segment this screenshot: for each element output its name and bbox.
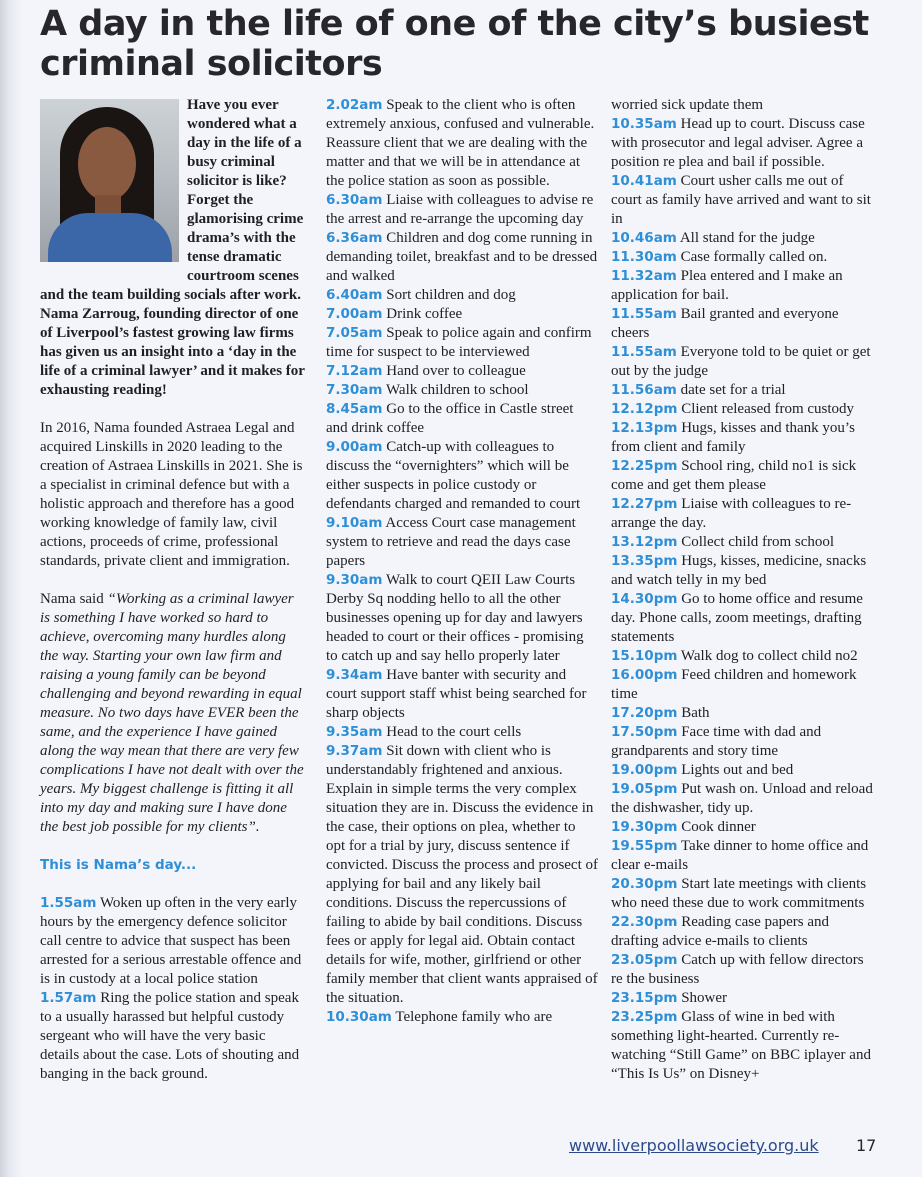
timeline-list-1 (40, 894, 306, 1084)
timeline-entry (611, 875, 877, 913)
entry-text: All stand for the judge (676, 230, 815, 246)
timeline-entry (326, 742, 598, 1008)
entry-time: 6.40am (326, 287, 383, 303)
entry-time: 20.30pm (611, 876, 678, 892)
timeline-entry (326, 666, 598, 723)
quote-text: “Working as a criminal lawyer is something I have worked so hard to achieve, overcoming many hurdles along the way. Starting your own law firm and raising a young family can be beyond challenging and beyond rewarding in equal measure. No two days have EVER been the same, and the experience I have gained along the way mean that there are very few complications I have not dealt with over the years. My biggest challenge is fitting it all into my day and making sure I have done the best job possible for my clients”. (40, 591, 304, 835)
entry-text: Reading case papers and drafting advice e-mails to clients (611, 914, 830, 949)
entry-time: 9.00am (326, 439, 383, 455)
timeline-entry (611, 229, 877, 248)
website-link[interactable]: www.liverpoollawsociety.org.uk (569, 1136, 819, 1155)
entry-time: 17.20pm (611, 705, 678, 721)
entry-text: Ring the police station and speak to a usually harassed but helpful custody sergeant who will have the very basic details about the case. Lots of shouting and banging in the back ground. (40, 990, 300, 1082)
entry-time: 12.13pm (611, 420, 678, 436)
timeline-entry (326, 571, 598, 666)
entry-text: Walk dog to collect child no2 (677, 648, 858, 664)
timeline-entry (611, 704, 877, 723)
entry-text: Put wash on. Unload and reload the dishwasher, tidy up. (611, 781, 873, 816)
timeline-entry (611, 837, 877, 875)
timeline-entry (611, 1008, 877, 1084)
timeline-list-3 (611, 115, 877, 1084)
column-3 (611, 96, 877, 1084)
entry-time: 7.05am (326, 325, 383, 341)
timeline-entry (326, 400, 598, 438)
entry-time: 16.00pm (611, 667, 678, 683)
timeline-entry (611, 761, 877, 780)
intro-paragraph: Have you ever wondered what a day in the life of a busy criminal solicitor is like? Forget the glamorising crime drama’s with the tense dramatic courtroom scenes and the team building socials after work. Nama Zarroug, founding director of one of Liverpool’s fastest growing law firms has given us an insight into a ‘day in the life of a criminal lawyer’ and it makes for exhausting reading! (40, 97, 305, 398)
timeline-entry (40, 894, 306, 989)
entry-text: Collect child from school (677, 534, 835, 550)
timeline-entry (611, 780, 877, 818)
entry-time: 10.30am (326, 1009, 392, 1025)
entry-time: 7.30am (326, 382, 383, 398)
timeline-entry (326, 191, 598, 229)
entry-text: Walk children to school (382, 382, 529, 398)
entry-time: 9.34am (326, 667, 383, 683)
entry-time: 10.41am (611, 173, 677, 189)
entry-time: 12.12pm (611, 401, 678, 417)
entry-time: 10.46am (611, 230, 677, 246)
entry-text: Telephone family who are (391, 1009, 553, 1025)
entry-text: Have banter with security and court support staff whist being searched for sharp objects (326, 667, 587, 721)
entry-time: 1.55am (40, 895, 97, 911)
article-title: A day in the life of one of the city’s busiest criminal solicitors (40, 4, 869, 84)
bio-paragraph: In 2016, Nama founded Astraea Legal and acquired Linskills in 2020 leading to the creation of Astraea Linskills in 2021. She is a specialist in criminal defence but with a holistic approach and therefore has a good working knowledge of family law, civil actions, proceeds of crime, professional standards, private client and immigration. (40, 420, 303, 569)
entry-time: 9.10am (326, 515, 383, 531)
entry-time: 8.45am (326, 401, 383, 417)
entry-text: Bath (677, 705, 710, 721)
timeline-entry (326, 286, 598, 305)
timeline-entry (326, 438, 598, 514)
entry-text: Hugs, kisses, medicine, snacks and watch telly in my bed (611, 553, 867, 588)
timeline-entry (611, 590, 877, 647)
entry-time: 11.32am (611, 268, 677, 284)
entry-text: Catch up with fellow directors re the business (611, 952, 864, 987)
timeline-entry (611, 248, 877, 267)
entry-text: date set for a trial (676, 382, 786, 398)
entry-time: 13.35pm (611, 553, 678, 569)
entry-time: 19.55pm (611, 838, 678, 854)
timeline-entry (326, 362, 598, 381)
entry-time: 15.10pm (611, 648, 678, 664)
entry-text: Head up to court. Discuss case with prosecutor and legal adviser. Agree a position re plea and bail if possible. (611, 116, 865, 170)
timeline-list-2 (326, 96, 598, 1027)
entry-text: Feed children and homework time (611, 667, 857, 702)
quote-lead: Nama said (40, 591, 108, 607)
timeline-entry (326, 96, 598, 191)
entry-text: Sit down with client who is understandably frightened and anxious. Explain in simple terms the very complex situation they are in. Discuss the evidence in the case, their options on plea, whether to opt for a trial by jury, discuss sentence if convicted. Discuss the process and prosect of applying for bail and any likely bail conditions. Discuss the repercussions of failing to abide by bail conditions. Discuss fees or apply for legal aid. Obtain contact details for wife, mother, girlfriend or other family member that client wants appraised of the situation. (326, 743, 599, 1006)
entry-text: Glass of wine in bed with something light-hearted. Currently re-watching “Still Game” on BBC iplayer and “This Is Us” on Disney+ (611, 1009, 871, 1082)
entry-time: 10.35am (611, 116, 677, 132)
entry-text: Plea entered and I make an application for bail. (611, 268, 843, 303)
entry-text: Start late meetings with clients who need these due to work commitments (611, 876, 867, 911)
entry-time: 11.55am (611, 306, 677, 322)
entry-text: Walk to court QEII Law Courts Derby Sq nodding hello to all the other businesses opening up for day and lawyers headed to court or their offices - promising to catch up and say hello properly later (326, 572, 584, 664)
entry-text: Drink coffee (382, 306, 463, 322)
entry-text: Hand over to colleague (382, 363, 526, 379)
timeline-entry (326, 305, 598, 324)
entry-text: Cook dinner (677, 819, 756, 835)
entry-text: Go to home office and resume day. Phone calls, zoom meetings, drafting statements (611, 591, 863, 645)
entry-text: Bail granted and everyone cheers (611, 306, 839, 341)
entry-time: 14.30pm (611, 591, 678, 607)
entry-time: 11.30am (611, 249, 677, 265)
timeline-entry (611, 951, 877, 989)
timeline-entry (611, 419, 877, 457)
timeline-entry (611, 343, 877, 381)
entry-text: Speak to police again and confirm time for suspect to be interviewed (326, 325, 592, 360)
entry-time: 11.55am (611, 344, 677, 360)
entry-text: Client released from custody (677, 401, 855, 417)
entry-time: 1.57am (40, 990, 97, 1006)
day-subheading: This is Nama’s day... (40, 857, 197, 873)
entry-time: 23.05pm (611, 952, 678, 968)
entry-time: 23.15pm (611, 990, 678, 1006)
entry-time: 6.30am (326, 192, 383, 208)
entry-text: Catch-up with colleagues to discuss the “overnighters” which will be either suspects in police custody or defendants charged and remanded to court (326, 439, 581, 512)
column-1 (40, 96, 306, 1084)
timeline-entry (611, 400, 877, 419)
entry-text: Face time with dad and grandparents and story time (611, 724, 822, 759)
entry-text: Speak to the client who is often extremely anxious, confused and vulnerable. Reassure client that we are dealing with the matter and that we will be in attendance at the police station as soon as possible. (326, 97, 595, 189)
timeline-entry (611, 818, 877, 837)
entry-text: Hugs, kisses and thank you’s from client and family (611, 420, 855, 455)
entry-text: Take dinner to home office and clear e-mails (611, 838, 869, 873)
entry-time: 7.12am (326, 363, 383, 379)
entry-text: School ring, child no1 is sick come and get them please (611, 458, 857, 493)
entry-text: Woken up often in the very early hours by the emergency defence solicitor call centre to advice that suspect has been arrested for a serious arrestable offence and is in custody at a local police station (40, 895, 302, 987)
entry-text: Sort children and dog (382, 287, 516, 303)
entry-time: 17.50pm (611, 724, 678, 740)
entry-text: Children and dog come running in demanding toilet, breakfast and to be dressed and walked (326, 230, 598, 284)
timeline-entry (611, 666, 877, 704)
timeline-entry (40, 989, 306, 1084)
timeline-continuation: worried sick update them (611, 97, 764, 113)
entry-time: 19.30pm (611, 819, 678, 835)
entry-text: Shower (677, 990, 728, 1006)
entry-time: 11.56am (611, 382, 677, 398)
entry-text: Case formally called on. (676, 249, 828, 265)
entry-time: 13.12pm (611, 534, 678, 550)
timeline-entry (326, 381, 598, 400)
timeline-entry (611, 723, 877, 761)
entry-time: 12.25pm (611, 458, 678, 474)
entry-time: 6.36am (326, 230, 383, 246)
timeline-entry (611, 172, 877, 229)
timeline-entry (611, 913, 877, 951)
entry-time: 12.27pm (611, 496, 678, 512)
entry-text: Liaise with colleagues to advise re the arrest and re-arrange the upcoming day (326, 192, 594, 227)
timeline-entry (611, 495, 877, 533)
timeline-entry (611, 305, 877, 343)
timeline-entry (611, 115, 877, 172)
entry-time: 9.30am (326, 572, 383, 588)
column-2 (326, 96, 598, 1027)
timeline-entry (326, 723, 598, 742)
entry-time: 22.30pm (611, 914, 678, 930)
entry-time: 9.37am (326, 743, 383, 759)
entry-time: 9.35am (326, 724, 383, 740)
page-number: 17 (856, 1136, 877, 1155)
entry-time: 23.25pm (611, 1009, 678, 1025)
entry-text: Court usher calls me out of court as family have arrived and want to sit in (611, 173, 871, 227)
timeline-entry (611, 989, 877, 1008)
timeline-entry (326, 324, 598, 362)
timeline-entry (611, 381, 877, 400)
timeline-entry (326, 514, 598, 571)
timeline-entry (611, 533, 877, 552)
page-gutter-shadow (0, 0, 22, 1177)
entry-text: Everyone told to be quiet or get out by the judge (611, 344, 871, 379)
entry-text: Access Court case management system to retrieve and read the days case papers (326, 515, 576, 569)
entry-text: Lights out and bed (677, 762, 794, 778)
timeline-entry (326, 1008, 598, 1027)
quote-paragraph (40, 590, 306, 837)
entry-text: Liaise with colleagues to re-arrange the day. (611, 496, 852, 531)
entry-text: Go to the office in Castle street and drink coffee (326, 401, 574, 436)
timeline-entry (611, 267, 877, 305)
entry-text: Head to the court cells (382, 724, 522, 740)
timeline-entry (326, 229, 598, 286)
timeline-entry (611, 647, 877, 666)
timeline-entry (611, 457, 877, 495)
entry-time: 19.05pm (611, 781, 678, 797)
entry-time: 19.00pm (611, 762, 678, 778)
timeline-entry (611, 552, 877, 590)
entry-time: 2.02am (326, 97, 383, 113)
entry-time: 7.00am (326, 306, 383, 322)
